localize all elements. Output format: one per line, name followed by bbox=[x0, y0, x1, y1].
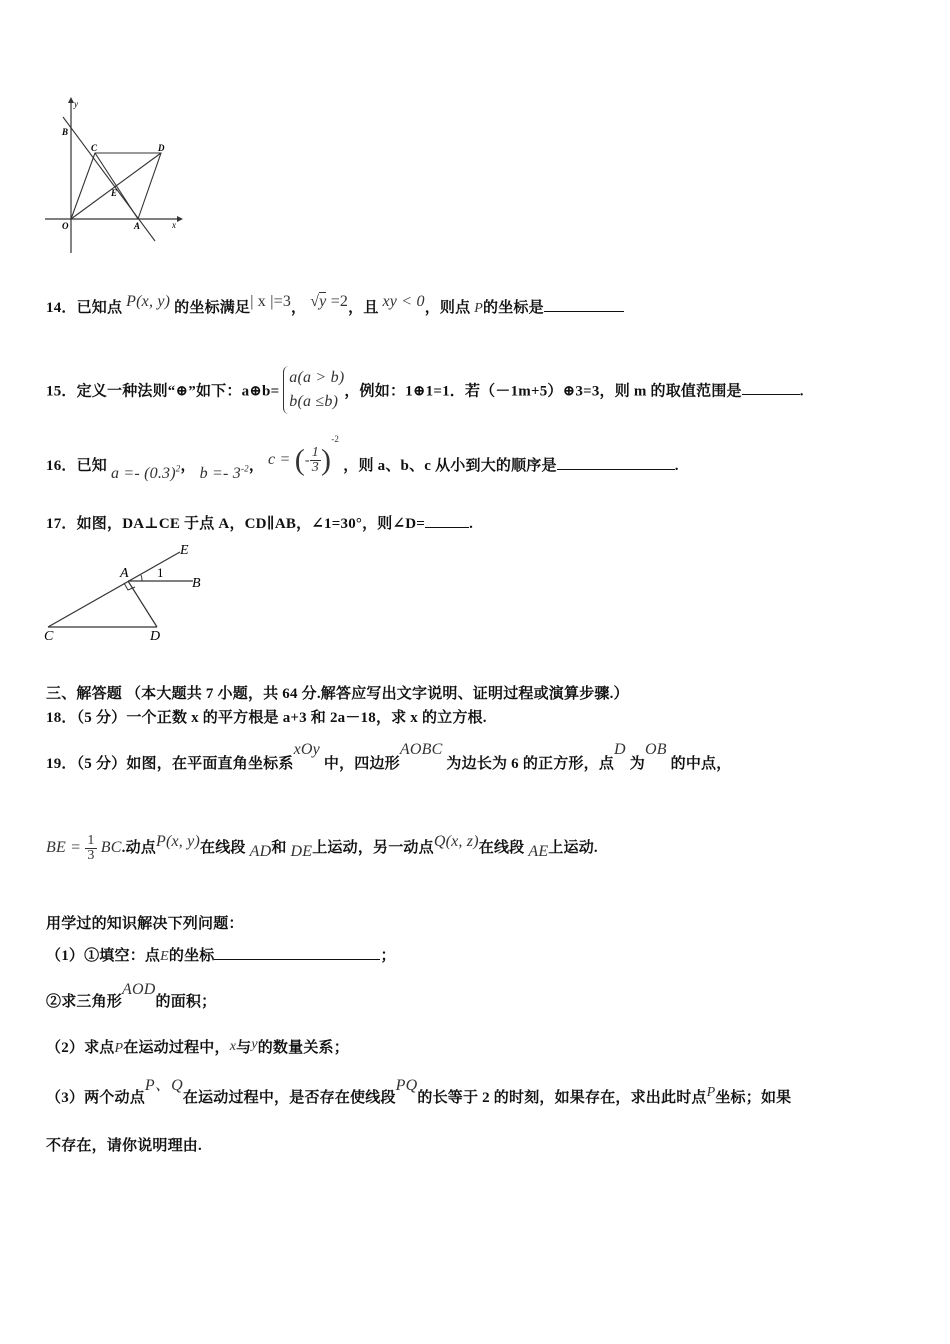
expr-a: $a =- (0.3)^2$ bbox=[110, 463, 181, 482]
x-axis-arrow-icon bbox=[177, 216, 183, 222]
label-A: A bbox=[120, 566, 129, 581]
line-CE bbox=[48, 552, 180, 627]
answer-blank[interactable] bbox=[557, 469, 675, 470]
sub-question-3: （3）两个动点P、Q在运动过程中，是否存在使线段PQ的长等于 2 的时刻，如果存在，求出此时点P坐标；如果 bbox=[46, 1077, 792, 1106]
sub-intro: 用学过的知识解决下列问题： bbox=[46, 916, 244, 932]
angle-1-arc bbox=[141, 575, 142, 581]
label-E: E bbox=[180, 543, 189, 558]
question-17: 17．如图，DA⊥CE 于点 A，CD∥AB，∠1=30°，则∠D= . bbox=[46, 516, 474, 532]
be-fraction: BE = $\frac{1}{3}$ BC bbox=[46, 833, 122, 863]
angle-figure-q17 bbox=[40, 540, 220, 645]
line-BA bbox=[63, 117, 155, 241]
diagonal-CA bbox=[95, 153, 138, 219]
label-C: C bbox=[91, 143, 98, 153]
label-1: 1 bbox=[157, 565, 164, 580]
sub-question-1: （1）①填空：点E的坐标 ； bbox=[46, 948, 396, 964]
sqrt-expression: √y =2 bbox=[310, 293, 349, 310]
label-B: B bbox=[62, 127, 69, 137]
section-three-heading: 三、解答题 （本大题共 7 小题，共 64 分.解答应写出文字说明、证明过程或演算步骤.） bbox=[46, 686, 629, 702]
sub-question-1b: ②求三角形AOD的面积； bbox=[46, 981, 217, 1010]
label-O: O bbox=[62, 221, 69, 231]
label-y: y bbox=[74, 99, 78, 109]
sub-question-3-line-2: 不存在，请你说明理由. bbox=[46, 1138, 202, 1154]
question-15: 15．定义一种法则“⊕”如下：a⊕b= a(a > b) b(a ≤b) ，例如：1⊕1=1．若（－1m+5）⊕3=3，则 m 的取值范围是 . bbox=[46, 368, 804, 416]
question-19-line-2: BE = $\frac{1}{3}$ BC.动点P(x, y)在线段 AD和 DE上运动，另一动点Q(x, z)在线段 AE上运动. bbox=[46, 833, 598, 863]
label-D: D bbox=[158, 143, 165, 153]
label-C: C bbox=[44, 629, 54, 644]
answer-blank[interactable] bbox=[214, 959, 380, 960]
question-16: 16．已知 $a =- (0.3)^2$， $b =- 3^{-2}$， c = (- $\frac{1}{3}$ )$^{-2}$ ，则 a、b、c 从小到大的顺序是 . bbox=[46, 434, 679, 482]
label-D: D bbox=[150, 629, 161, 644]
answer-blank[interactable] bbox=[544, 311, 624, 312]
point-p: P(x, y) bbox=[126, 293, 171, 310]
label-E: E bbox=[111, 188, 118, 198]
question-18: 18．（5 分）一个正数 x 的平方根是 a+3 和 2a－18，求 x 的立方根. bbox=[46, 710, 487, 726]
expr-c: c = (- $\frac{1}{3}$ )$^{-2}$ bbox=[268, 434, 340, 477]
piecewise-definition: a(a > b) b(a ≤b) bbox=[283, 366, 344, 414]
answer-blank[interactable] bbox=[742, 394, 800, 395]
label-A: A bbox=[134, 221, 141, 231]
answer-blank[interactable] bbox=[425, 527, 469, 528]
question-14: 14．已知点 P(x, y) 的坐标满足| x |=3， √y =2，且 xy < 0，则点 P的坐标是 bbox=[46, 296, 624, 317]
question-19: 19．（5 分）如图，在平面直角坐标系xOy 中，四边形AOBC 为边长为 6 的正方形，点D 为OB 的中点， bbox=[46, 741, 732, 772]
label-x: x bbox=[172, 220, 176, 230]
expr-b: $b =- 3^{-2}$ bbox=[199, 463, 249, 482]
label-B: B bbox=[192, 576, 201, 591]
coordinate-figure-q13 bbox=[40, 95, 190, 265]
sub-question-2: （2）求点P在运动过程中，x与y的数量关系； bbox=[46, 1037, 349, 1056]
